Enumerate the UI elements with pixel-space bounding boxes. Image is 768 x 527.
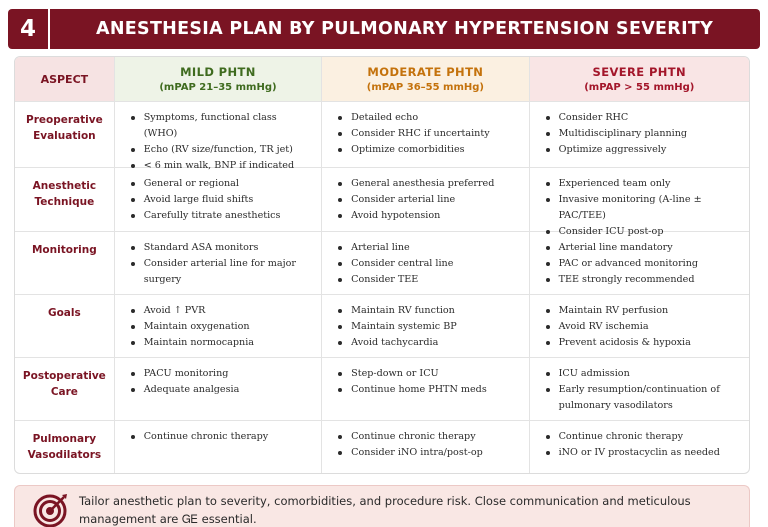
- list-item: Multidisciplinary planning: [544, 126, 739, 142]
- list-item: Avoid ↑ PVR: [129, 303, 311, 319]
- list-item: Continue chronic therapy: [129, 429, 311, 445]
- table-row: [15, 295, 749, 358]
- list-item: Optimize aggressively: [544, 142, 739, 158]
- aspect-label-line: Goals: [47, 307, 81, 319]
- bullet-list: [544, 429, 739, 461]
- title-banner: [8, 9, 760, 49]
- list-item: Avoid tachycardia: [336, 335, 518, 351]
- severe-cell: [530, 102, 749, 167]
- bullet-list: [129, 303, 311, 351]
- list-item: General or regional: [129, 176, 311, 192]
- mild-cell: [115, 358, 322, 420]
- mild-cell: [115, 232, 322, 294]
- bullet-list: [544, 176, 739, 240]
- moderate-cell: [322, 358, 529, 420]
- list-item: Experienced team only: [544, 176, 739, 192]
- bullet-list: [129, 240, 311, 288]
- bullet-list: [336, 240, 518, 288]
- aspect-label-line: Anesthetic: [32, 180, 97, 192]
- row-aspect-label: [15, 358, 115, 420]
- bullet-list: [129, 176, 311, 224]
- row-aspect-label: [15, 168, 115, 231]
- column-header-aspect: ASPECT: [15, 57, 115, 101]
- list-item: Maintain RV function: [336, 303, 518, 319]
- mild-cell: [115, 102, 322, 171]
- mild-range: (mPAP 21–35 mmHg): [159, 82, 277, 93]
- list-item: Continue home PHTN meds: [336, 382, 518, 398]
- section-number: 4: [8, 9, 50, 49]
- list-item: Standard ASA monitors: [129, 240, 311, 256]
- moderate-cell: [322, 102, 529, 167]
- severe-range: (mPAP > 55 mmHg): [584, 82, 695, 93]
- list-item: Early resumption/continuation of pulmonary vasodilators: [544, 382, 739, 414]
- bullet-list: [544, 110, 739, 158]
- page-title: ANESTHESIA PLAN BY PULMONARY HYPERTENSION SEVERITY: [96, 19, 714, 39]
- anesthesia-plan-table: [14, 56, 750, 474]
- moderate-cell: [322, 168, 529, 231]
- table-body: [15, 102, 749, 474]
- bullet-list: [336, 176, 518, 224]
- severe-cell: [530, 421, 749, 474]
- list-item: Continue chronic therapy: [544, 429, 739, 445]
- list-item: < 6 min walk, BNP if indicated: [129, 158, 311, 174]
- list-item: Avoid large fluid shifts: [129, 192, 311, 208]
- moderate-cell: [322, 232, 529, 294]
- row-aspect-label: [15, 232, 115, 294]
- table-row: [15, 168, 749, 237]
- table-row: [15, 358, 749, 421]
- moderate-cell: [322, 295, 529, 357]
- list-item: Continue chronic therapy: [336, 429, 518, 445]
- list-item: Maintain systemic BP: [336, 319, 518, 335]
- list-item: Carefully titrate anesthetics: [129, 208, 311, 224]
- table-row: [15, 421, 749, 474]
- list-item: General anesthesia preferred: [336, 176, 518, 192]
- aspect-label-line: Preoperative: [26, 114, 103, 126]
- bullet-list: [544, 303, 739, 351]
- list-item: Adequate analgesia: [129, 382, 311, 398]
- mild-cell: [115, 168, 322, 231]
- bullet-list: [336, 110, 518, 158]
- table-row: [15, 102, 749, 171]
- severe-title: SEVERE PHTN: [592, 65, 687, 79]
- bullet-list: [336, 303, 518, 351]
- bullet-list: [544, 366, 739, 414]
- list-item: Detailed echo: [336, 110, 518, 126]
- bullet-list: [336, 366, 518, 398]
- column-header-severe: [530, 57, 749, 101]
- mild-cell: [115, 295, 322, 357]
- aspect-label-line: Care: [50, 386, 78, 398]
- severe-cell: [530, 295, 749, 357]
- list-item: Symptoms, functional class (WHO): [129, 110, 311, 142]
- aspect-label-line: Monitoring: [31, 244, 97, 256]
- list-item: PAC or advanced monitoring: [544, 256, 739, 272]
- row-aspect-label: [15, 421, 115, 474]
- list-item: ICU admission: [544, 366, 739, 382]
- list-item: Echo (RV size/function, TR jet): [129, 142, 311, 158]
- aspect-label-line: Technique: [34, 196, 95, 208]
- list-item: Maintain normocapnia: [129, 335, 311, 351]
- list-item: Consider central line: [336, 256, 518, 272]
- bullet-list: [544, 240, 739, 288]
- severe-cell: [530, 168, 749, 237]
- moderate-cell: [322, 421, 529, 474]
- list-item: Consider RHC if uncertainty: [336, 126, 518, 142]
- list-item: Consider TEE: [336, 272, 518, 288]
- bullet-list: [129, 366, 311, 398]
- mild-title: MILD PHTN: [180, 65, 256, 79]
- list-item: Consider arterial line for major surgery: [129, 256, 311, 288]
- row-aspect-label: [15, 295, 115, 357]
- list-item: Maintain oxygenation: [129, 319, 311, 335]
- list-item: Arterial line mandatory: [544, 240, 739, 256]
- column-header-mild: [115, 57, 322, 101]
- aspect-label-line: Evaluation: [33, 130, 96, 142]
- row-aspect-label: [15, 102, 115, 167]
- severe-cell: [530, 232, 749, 294]
- moderate-range: (mPAP 36–55 mmHg): [366, 82, 484, 93]
- list-item: Consider RHC: [544, 110, 739, 126]
- bullet-list: [129, 429, 311, 445]
- severe-cell: [530, 358, 749, 420]
- list-item: Consider arterial line: [336, 192, 518, 208]
- bullet-list: [336, 429, 518, 461]
- mild-cell: [115, 421, 322, 474]
- bullet-list: [129, 110, 311, 174]
- list-item: Optimize comorbidities: [336, 142, 518, 158]
- list-item: Step-down or ICU: [336, 366, 518, 382]
- column-header-moderate: [322, 57, 529, 101]
- list-item: Consider ICU post-op: [544, 224, 739, 240]
- table-header-row: [15, 57, 749, 102]
- footer-text: Tailor anesthetic plan to severity, comorbidities, and procedure risk. Close communication and meticulous management are ᏀᎬ essential.: [79, 494, 691, 526]
- list-item: Prevent acidosis & hypoxia: [544, 335, 739, 351]
- moderate-title: MODERATE PHTN: [367, 65, 484, 79]
- list-item: TEE strongly recommended: [544, 272, 739, 288]
- list-item: Avoid hypotension: [336, 208, 518, 224]
- aspect-label-line: Pulmonary: [32, 433, 97, 445]
- target-icon: [33, 492, 69, 527]
- list-item: Arterial line: [336, 240, 518, 256]
- aspect-label-line: Vasodilators: [27, 449, 102, 461]
- aspect-label-line: Postoperative: [22, 370, 106, 382]
- list-item: Avoid RV ischemia: [544, 319, 739, 335]
- list-item: iNO or IV prostacyclin as needed: [544, 445, 739, 461]
- list-item: Consider iNO intra/post-op: [336, 445, 518, 461]
- list-item: PACU monitoring: [129, 366, 311, 382]
- list-item: Maintain RV perfusion: [544, 303, 739, 319]
- footer-note: [14, 485, 750, 527]
- table-row: [15, 232, 749, 295]
- list-item: Invasive monitoring (A-line ± PAC/TEE): [544, 192, 739, 224]
